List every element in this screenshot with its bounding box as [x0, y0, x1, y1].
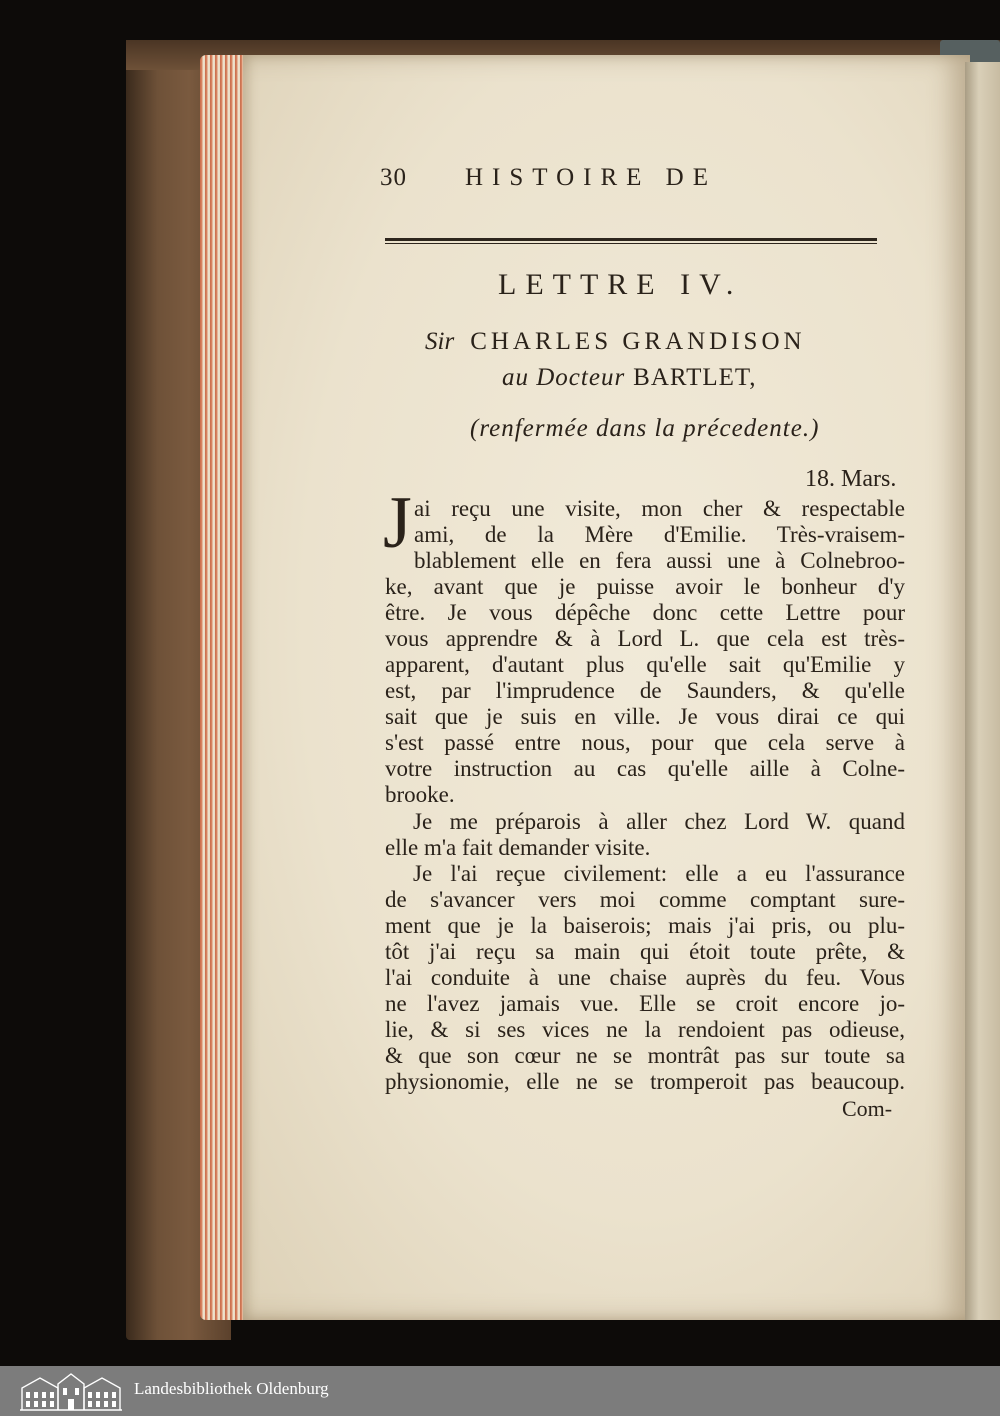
- salutation-sir: Sir: [425, 328, 455, 355]
- body-line: ne l'avez jamais vue. Elle se croit encore jo-: [385, 991, 905, 1016]
- body-line: ai reçu une visite, mon cher & respectable: [414, 496, 905, 521]
- body-line: vous apprendre & à Lord L. que cela est très-: [385, 626, 905, 651]
- header-rule: [385, 238, 877, 244]
- body-line: de s'avancer vers moi comme comptant sure-: [385, 887, 905, 912]
- body-line: Je me préparois à aller chez Lord W. quand: [413, 809, 905, 834]
- body-line: elle m'a fait demander visite.: [385, 835, 651, 860]
- body-line: être. Je vous dépêche donc cette Lettre pour: [385, 600, 905, 625]
- body-line: blablement elle en fera aussi une à Colnebroo-: [414, 548, 905, 573]
- running-head-title: HISTOIRE DE: [465, 164, 718, 191]
- catchword: Com-: [842, 1096, 893, 1121]
- body-line: ment que je la baiserois; mais j'ai pris, ou plu-: [385, 913, 905, 938]
- body-line: ami, de la Mère d'Emilie. Très-vraisem-: [414, 522, 905, 547]
- facing-page-edge: [965, 62, 1000, 1320]
- page-number: 30: [380, 164, 407, 191]
- body-line: lie, & si ses vices ne la rendoient pas odieuse,: [385, 1017, 905, 1042]
- letter-title: LETTRE IV.: [498, 268, 743, 301]
- letter-note: (renfermée dans la précedente.): [470, 415, 820, 442]
- salutation-recipient: [502, 364, 757, 392]
- body-line: tôt j'ai reçu sa main qui étoit toute prête, &: [385, 939, 905, 964]
- footer-library-label: Landesbibliothek Oldenburg: [134, 1379, 329, 1398]
- body-line: apparent, d'autant plus qu'elle sait qu'Emilie y: [385, 652, 905, 677]
- body-line: l'ai conduite à une chaise auprès du feu. Vous: [385, 965, 905, 990]
- salutation-recipient-name: BARTLET,: [633, 364, 757, 391]
- body-line: sait que je suis en ville. Je vous dirai ce qui: [385, 704, 905, 729]
- body-line: Je l'ai reçue civilement: elle a eu l'assurance: [413, 861, 905, 886]
- letter-date: 18. Mars.: [805, 466, 897, 492]
- salutation-sender: [425, 328, 806, 356]
- library-building-icon: [20, 1370, 122, 1412]
- body-line: physionomie, elle ne se tromperoit pas beaucoup.: [385, 1069, 905, 1094]
- running-head: [380, 164, 717, 192]
- body-line: s'est passé entre nous, pour que cela serve à: [385, 730, 905, 755]
- body-line: brooke.: [385, 782, 455, 807]
- body-line: votre instruction au cas qu'elle aille à Colne-: [385, 756, 905, 781]
- drop-cap: J: [383, 482, 412, 564]
- body-line: est, par l'imprudence de Saunders, & qu'elle: [385, 678, 905, 703]
- salutation-au: au Docteur: [502, 364, 626, 391]
- salutation-name: CHARLES GRANDISON: [470, 328, 806, 355]
- body-line: & que son cœur ne se montrât pas sur toute sa: [385, 1043, 905, 1068]
- body-line: ke, avant que je puisse avoir le bonheur d'y: [385, 574, 905, 599]
